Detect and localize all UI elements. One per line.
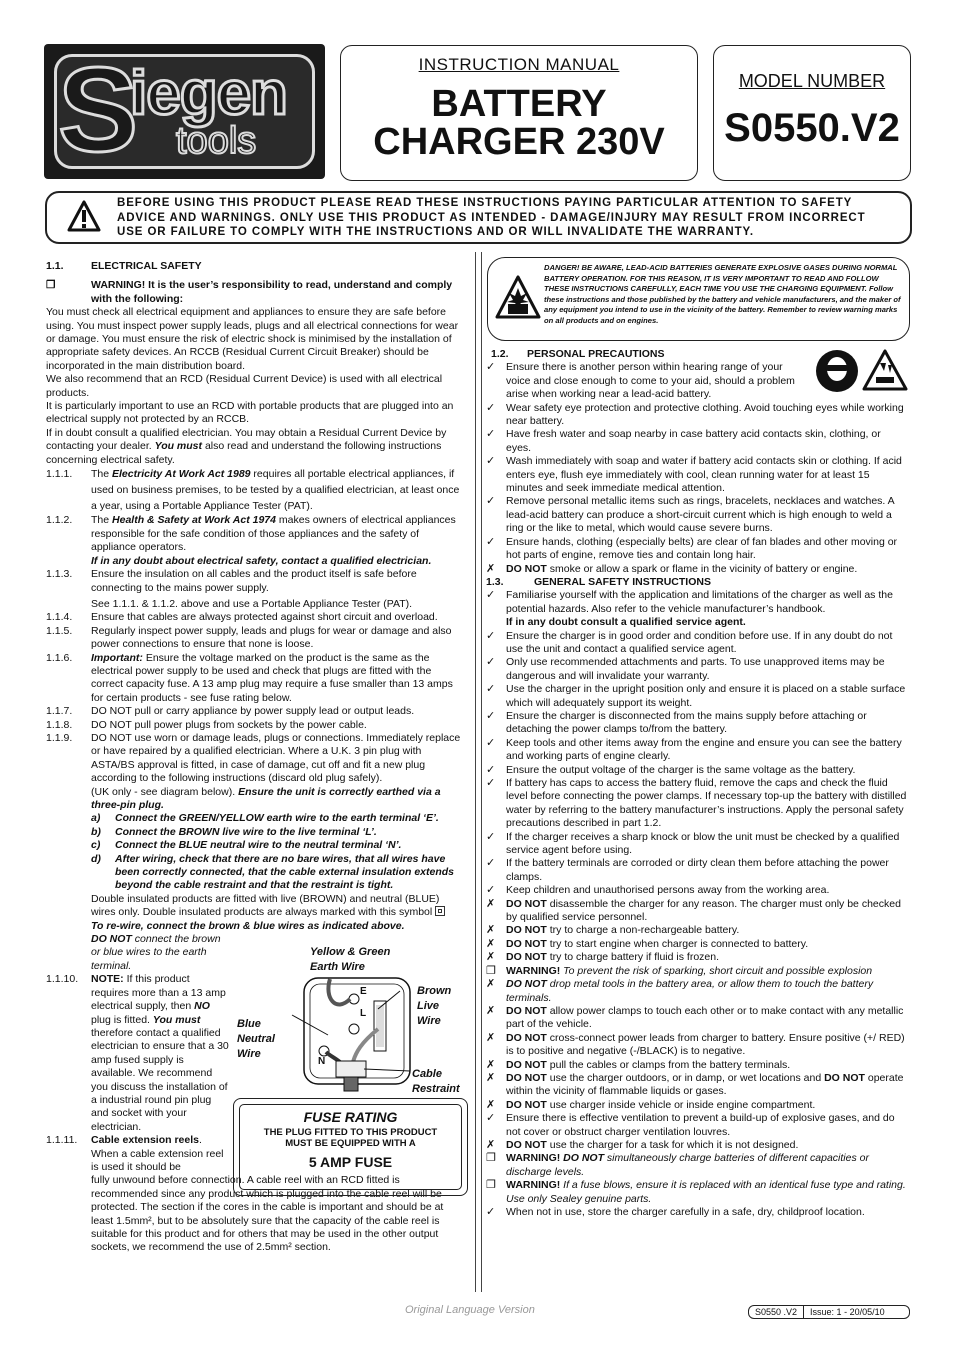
fuse-subtext: THE PLUG FITTED TO THIS PRODUCT MUST BE EQUIPPED WITH A <box>263 1127 438 1149</box>
check-marker: ✓ <box>486 455 496 468</box>
check-marker: ✓ <box>486 736 496 749</box>
section-heading: 1.3. GENERAL SAFETY INSTRUCTIONS <box>486 575 711 588</box>
list-item: ✗ DO NOT try to charge a non-rechargeable battery. <box>486 924 740 937</box>
list-item: ✗ DO NOT cross-connect power leads from charger to battery. Ensure positive (+/ RED) is to positive and negative (-/BLACK) is to negative. <box>486 1031 905 1058</box>
list-item: ✗ DO NOT use charger inside vehicle or inside engine compartment. <box>486 1098 816 1111</box>
list-item: ✓ Ensure there is another person within hearing range of your voice and close enough to come to your aid, should a problem arise when working near a lead-acid battery. <box>486 361 795 401</box>
footer-issue: Issue: 1 - 20/05/10 <box>810 1307 885 1317</box>
fuse-heading: FUSE RATING <box>303 1109 398 1125</box>
footer-model-ref: S0550 .V2 <box>755 1307 798 1317</box>
check-marker: ✓ <box>486 763 496 776</box>
list-item: 1.1.8. DO NOT pull power plugs from sockets by the power cable. <box>46 718 367 731</box>
wiring-step: b) Connect the BROWN live wire to the live terminal ‘L’. <box>91 825 377 838</box>
wiring-step: a) Connect the GREEN/YELLOW earth wire to the earth terminal ‘E’. <box>91 812 439 825</box>
list-item: ✗ DO NOT use the charger outdoors, or in damp, or wet locations and DO NOT operate within the vicinity of flammable liquids or gases. <box>486 1071 904 1098</box>
check-marker: ✓ <box>486 1112 496 1125</box>
check-marker: ✓ <box>486 777 496 789</box>
check-marker: ✓ <box>486 857 496 870</box>
list-item: ✗ DO NOT try to charge battery if fluid is frozen. <box>486 951 720 964</box>
fuse-amp: 5 AMP FUSE <box>308 1154 393 1170</box>
cross-marker: ✗ <box>486 1058 496 1071</box>
list-item: 1.1.10. NOTE: If this product requires more than a 13 amp electrical supply, then NO plug is fitted. You must therefore contact a qualified electrician to ensure that a 30 amp fused supply is available. We recommend you discuss the installation of a industrial round pin plug and socket with your electrician. <box>46 973 229 1133</box>
cross-marker: ✗ <box>486 1004 496 1017</box>
terminal-e-label: E <box>360 986 367 997</box>
cross-marker: ✗ <box>486 978 496 991</box>
list-item: ✗ DO NOT pull the cables or clamps from the battery terminals. <box>486 1058 791 1071</box>
warning-triangle-icon <box>67 200 101 232</box>
list-item: ✓ Have fresh water and soap nearby in case battery acid contacts skin, clothing, or eyes. <box>486 428 881 454</box>
list-item: ✗ DO NOT smoke or allow a spark or flame in the vicinity of battery or engine. <box>486 562 858 575</box>
list-item: 1.1.7. DO NOT pull or carry appliance by power supply lead or output leads. <box>46 705 415 718</box>
list-item: ✓ Wash immediately with soap and water if battery acid contacts skin or clothing. If acid enters eye, flush eye immediately with cool, clean running water for at least 15 minutes and seek immediate medical attention. <box>486 455 902 495</box>
list-item: ✓ Ensure hands, clothing (especially belts) are clear of fan blades and other moving or hot parts of engine, remove ties and contain long hair. <box>486 535 898 562</box>
list-item: 1.1.9. DO NOT use worn or damage leads, plugs or connections. Immediately replace or have repaired by a qualified electrician. Where a U.K. 3 pin plug with ASTA/BS approval is fitted, in case of damage, cut off and fit a new plug according to the following instructions (discard old plug safely). (UK only - see diagram below). Ensure the unit is correctly earthed via a three-pin plug. <box>46 731 461 812</box>
paragraph: You must check all electrical equipment and appliances to ensure they are safe before using. You must inspect power supply leads, plugs and all electrical connections for wear or damage. You must ensure the risk of electric shock is minimised by the installation of appropriate safety devices. An RCCB (Residual Current Circuit Breaker) should be incorporated in the main distribution board. <box>46 306 459 372</box>
list-item: ✓ When not in use, store the charger carefully in a safe, dry, childproof location. <box>486 1206 865 1218</box>
cable-restraint-label: Cable Restraint <box>412 1068 460 1095</box>
paragraph: It is particularly important to use an RCD with portable products that are plugged into an electrical supply not protected by an RCCB. <box>46 400 454 426</box>
warning-item: ❐ WARNING! It is the user’s responsibility to read, understand and comply with the following: <box>46 279 453 305</box>
terminal-n-label: N <box>318 1056 326 1067</box>
list-item: ❐ WARNING! To prevent the risk of sparking, short circuit and possible explosion <box>486 964 873 977</box>
list-item: 1.1.4. Ensure that cables are always protected against short circuit and overload. <box>46 611 438 624</box>
list-item: ✓ Ensure there is effective ventilation to prevent a build-up of explosive gases, and do not cover or obstruct charger ventilation louvres. <box>486 1112 895 1138</box>
earth-wire-label: Yellow & Green Earth Wire <box>310 946 391 973</box>
paragraph: If in doubt consult a qualified electrician. You may obtain a Residual Current Device by contacting your dealer. You must also read and understand the following instructions concerning electrical safety. <box>46 426 447 466</box>
list-item: 1.1.2. The Health & Safety at Work Act 1974 makes owners of electrical appliances responsible for the safe condition of those appliances and the safety of appliance operators. If in any doubt about electrical safety, contact a qualified electrician. <box>46 514 456 567</box>
list-item: ✓ If the charger receives a sharp knock or blow the unit must be checked by a qualified service agent before using. <box>486 830 900 857</box>
section-heading: 1.2. PERSONAL PRECAUTIONS <box>491 348 665 360</box>
cross-marker: ✗ <box>486 951 496 964</box>
product-title: BATTERY CHARGER 230V <box>373 83 665 163</box>
box-marker: ❐ <box>486 1179 496 1192</box>
wiring-step: d) After wiring, check that there are no bare wires, that all wires have been correctly connected, that the cable external insulation extends beyond the cable restraint and that the restraint is tight. <box>91 852 455 892</box>
danger-box <box>487 257 910 341</box>
paragraph: Double insulated products are fitted with live (BROWN) and neutral (BLUE) wires only. Double insulated products are always marked with this symbol <box>46 893 466 920</box>
list-item: ✓ Ensure the charger is disconnected from the mains supply before attaching or detaching the power clamps to/from the battery. <box>486 709 867 736</box>
box-marker: ❐ <box>486 1152 496 1165</box>
check-marker: ✓ <box>486 535 496 548</box>
check-marker: ✓ <box>486 709 496 722</box>
check-marker: ✓ <box>486 589 496 602</box>
right-column <box>486 348 908 1219</box>
cross-marker: ✗ <box>486 937 496 950</box>
list-item: ✓ Use the charger in the upright position only and ensure it is placed on a stable surface which will adequately support its weight. <box>486 683 906 709</box>
list-item: ✗ DO NOT use the charger for a task for which it is not designed. <box>486 1138 799 1151</box>
neutral-wire-label: Blue Neutral Wire <box>237 1018 275 1060</box>
list-item: ✓ Keep children and unauthorised persons away from the working area. <box>486 884 830 897</box>
list-item: ✓ If the battery terminals are corroded or dirty clean them before attaching the power clamps. <box>486 857 889 883</box>
cross-marker: ✗ <box>486 1138 496 1151</box>
column-divider <box>475 252 482 1292</box>
check-marker: ✓ <box>486 656 496 669</box>
list-item: ✓ Remove personal metallic items such as rings, bracelets, necklaces and watches. A lead-acid battery can produce a short-circuit current which is high enough to weld a ring or the like to metal, which would cause severe burns. <box>486 495 895 535</box>
check-marker: ✓ <box>486 683 496 696</box>
list-item: ✓ Ensure the output voltage of the charger is the same voltage as the battery. <box>486 763 856 776</box>
cross-marker: ✗ <box>486 924 496 937</box>
terminal-l-label: L <box>360 1008 367 1019</box>
check-marker: ✓ <box>486 884 496 897</box>
list-item: ✓ Ensure the charger is in good order and condition before use. If in any doubt do not use the unit and contact a qualified service agent. <box>486 629 893 655</box>
list-item: 1.1.11. Cable extension reels. When a cable extension reel is used it should be <box>46 1134 224 1173</box>
model-label: MODEL NUMBER <box>738 71 886 91</box>
list-item: ✓ Wear safety eye protection and protective clothing. Avoid touching eyes while working near battery. <box>486 401 904 428</box>
box-marker: ❐ <box>46 279 56 292</box>
box-marker: ❐ <box>486 964 496 977</box>
list-item: ✓ If battery has caps to access the battery fluid, remove the caps and check the fluid level before connecting the power clamps. If necessary top-up the battery with distilled water by referring to the battery manufacturer’s instructions. Apply the personal safety precautions described in part 1.2. <box>486 777 907 830</box>
double-insulated-icon <box>435 906 445 916</box>
list-item: 1.1.1. The Electricity At Work Act 1989 requires all portable electrical appliances, if used on business premises, to be tested by a qualified electrician, at least once a year, using a Portable Appliance Tester (PAT). <box>46 468 460 512</box>
danger-text: DANGER! BE AWARE, LEAD-ACID BATTERIES GENERATE EXPLOSIVE GASES DURING NORMAL BATTERY OPERATION. FOR THIS REASON, IT IS VERY IMPORTANT TO READ AND FOLLOW THESE INSTRUCTIONS CAREFULLY, EACH TIME YOU USE THE CHARGING EQUIPMENT. Follow these instructions and those published by the battery and vehicle manufacturers, and the maker of any equipment you intend to use in the vicinity of the battery. Remember to review warning marks on all products and on engines. <box>544 263 901 325</box>
cross-marker: ✗ <box>486 562 496 575</box>
check-marker: ✓ <box>486 830 496 843</box>
list-item: ✓ Keep tools and other items away from the engine and ensure you can see the battery and working parts of engine clearly. <box>486 736 902 763</box>
list-item: ❐ WARNING! If a fuse blows, ensure it is replaced with an identical fuse type and rating. Use only Sealey genuine parts. <box>486 1179 906 1205</box>
manual-label: INSTRUCTION MANUAL <box>418 55 620 74</box>
section-heading: 1.1. ELECTRICAL SAFETY <box>46 260 202 272</box>
model-box <box>713 45 911 181</box>
paragraph: DO NOT connect the brown or blue wires to the earth terminal. <box>91 933 221 972</box>
title-box <box>340 45 698 181</box>
list-item: 1.1.5. Regularly inspect power supply, leads and plugs for wear or damage and also power connections to ensure that none is loose. <box>46 624 452 651</box>
paragraph: We also recommend that an RCD (Residual Current Device) is used with all electrical products. <box>46 373 443 399</box>
list-item: ✓ Familiarise yourself with the application and limitations of the charger as well as the potential hazards. Also refer to the vehicle manufacturer’s handbook. If in any doubt consult a qualified service agent. <box>486 589 893 629</box>
list-item: 1.1.6. Important: Ensure the voltage marked on the product is the same as the electrical power supply to be used and check that plugs are fitted with the correct capacity fuse. A 13 amp plug may require a fuse smaller than 13 amps for certain products - see fuse rating below. <box>46 651 453 704</box>
check-marker: ✓ <box>486 428 496 441</box>
list-item: ✗ DO NOT drop metal tools in the battery area, or allow them to touch the battery terminals. <box>486 978 874 1004</box>
warning-text: BEFORE USING THIS PRODUCT PLEASE READ THESE INSTRUCTIONS PAYING PARTICULAR ATTENTION TO SAFETY ADVICE AND WARNINGS. ONLY USE THIS PRODUCT AS INTENDED - DAMAGE/INJURY MAY RESULT FROM INCORRECT USE OR FAILURE TO COMPLY WITH THE INSTRUCTIONS AND OR WILL INVALIDATE THE WARRANTY. <box>117 197 866 238</box>
check-marker: ✓ <box>486 361 496 374</box>
cross-marker: ✗ <box>486 897 496 910</box>
list-item: ❐ WARNING! DO NOT simultaneously charge batteries of different capacities or discharge levels. <box>486 1152 869 1178</box>
live-wire-label: Brown Live Wire <box>417 985 452 1027</box>
list-item: ✗ DO NOT allow power clamps to touch each other or to make contact with any metallic part of the vehicle. <box>486 1004 904 1031</box>
check-marker: ✓ <box>486 629 496 642</box>
list-item: ✗ DO NOT try to start engine when charger is connected to battery. <box>486 937 809 950</box>
explosion-warning-icon <box>494 274 542 322</box>
paragraph: To re-wire, connect the brown & blue wires as indicated above. <box>91 919 405 932</box>
cross-marker: ✗ <box>486 1031 496 1044</box>
list-item: 1.1.3. Ensure the insulation on all cables and the product itself is safe before connecting to the mains power supply. See 1.1.1. & 1.1.2. above and use a Portable Appliance Tester (PAT). <box>46 568 417 610</box>
fuse-rating-box <box>233 1098 468 1196</box>
warning-banner <box>45 191 912 244</box>
company-logo: S iegen tools <box>44 44 325 179</box>
check-marker: ✓ <box>486 1206 496 1218</box>
check-marker: ✓ <box>486 495 496 508</box>
cross-marker: ✗ <box>486 1071 496 1084</box>
plug-wiring-diagram <box>232 943 468 1093</box>
cross-marker: ✗ <box>486 1098 496 1111</box>
check-marker: ✓ <box>486 401 496 414</box>
footer-language: Original Language Version <box>405 1304 535 1316</box>
footer-reference <box>748 1305 910 1319</box>
list-item: ✓ Only use recommended attachments and parts. To use unapproved items may be dangerous and will invalidate your warranty. <box>486 656 885 682</box>
wiring-step: c) Connect the BLUE neutral wire to the neutral terminal ‘N’. <box>91 839 402 852</box>
paragraph: fully unwound before connection. A cable reel with an RCD fitted is recommended since any product which is plugged into the cable reel will be protected. The section if the cores in the cable is important and should be at least 1.5mm², but to be absolutely sure that the capacity of the cable reel is suitable for this product and for others that may be used in the other output sockets, we recommend the use of 2.5mm² section. <box>91 1174 444 1254</box>
list-item: ✗ DO NOT disassemble the charger for any reason. The charger must only be checked by qualified service personnel. <box>486 897 901 924</box>
model-number: S0550.V2 <box>724 106 900 150</box>
